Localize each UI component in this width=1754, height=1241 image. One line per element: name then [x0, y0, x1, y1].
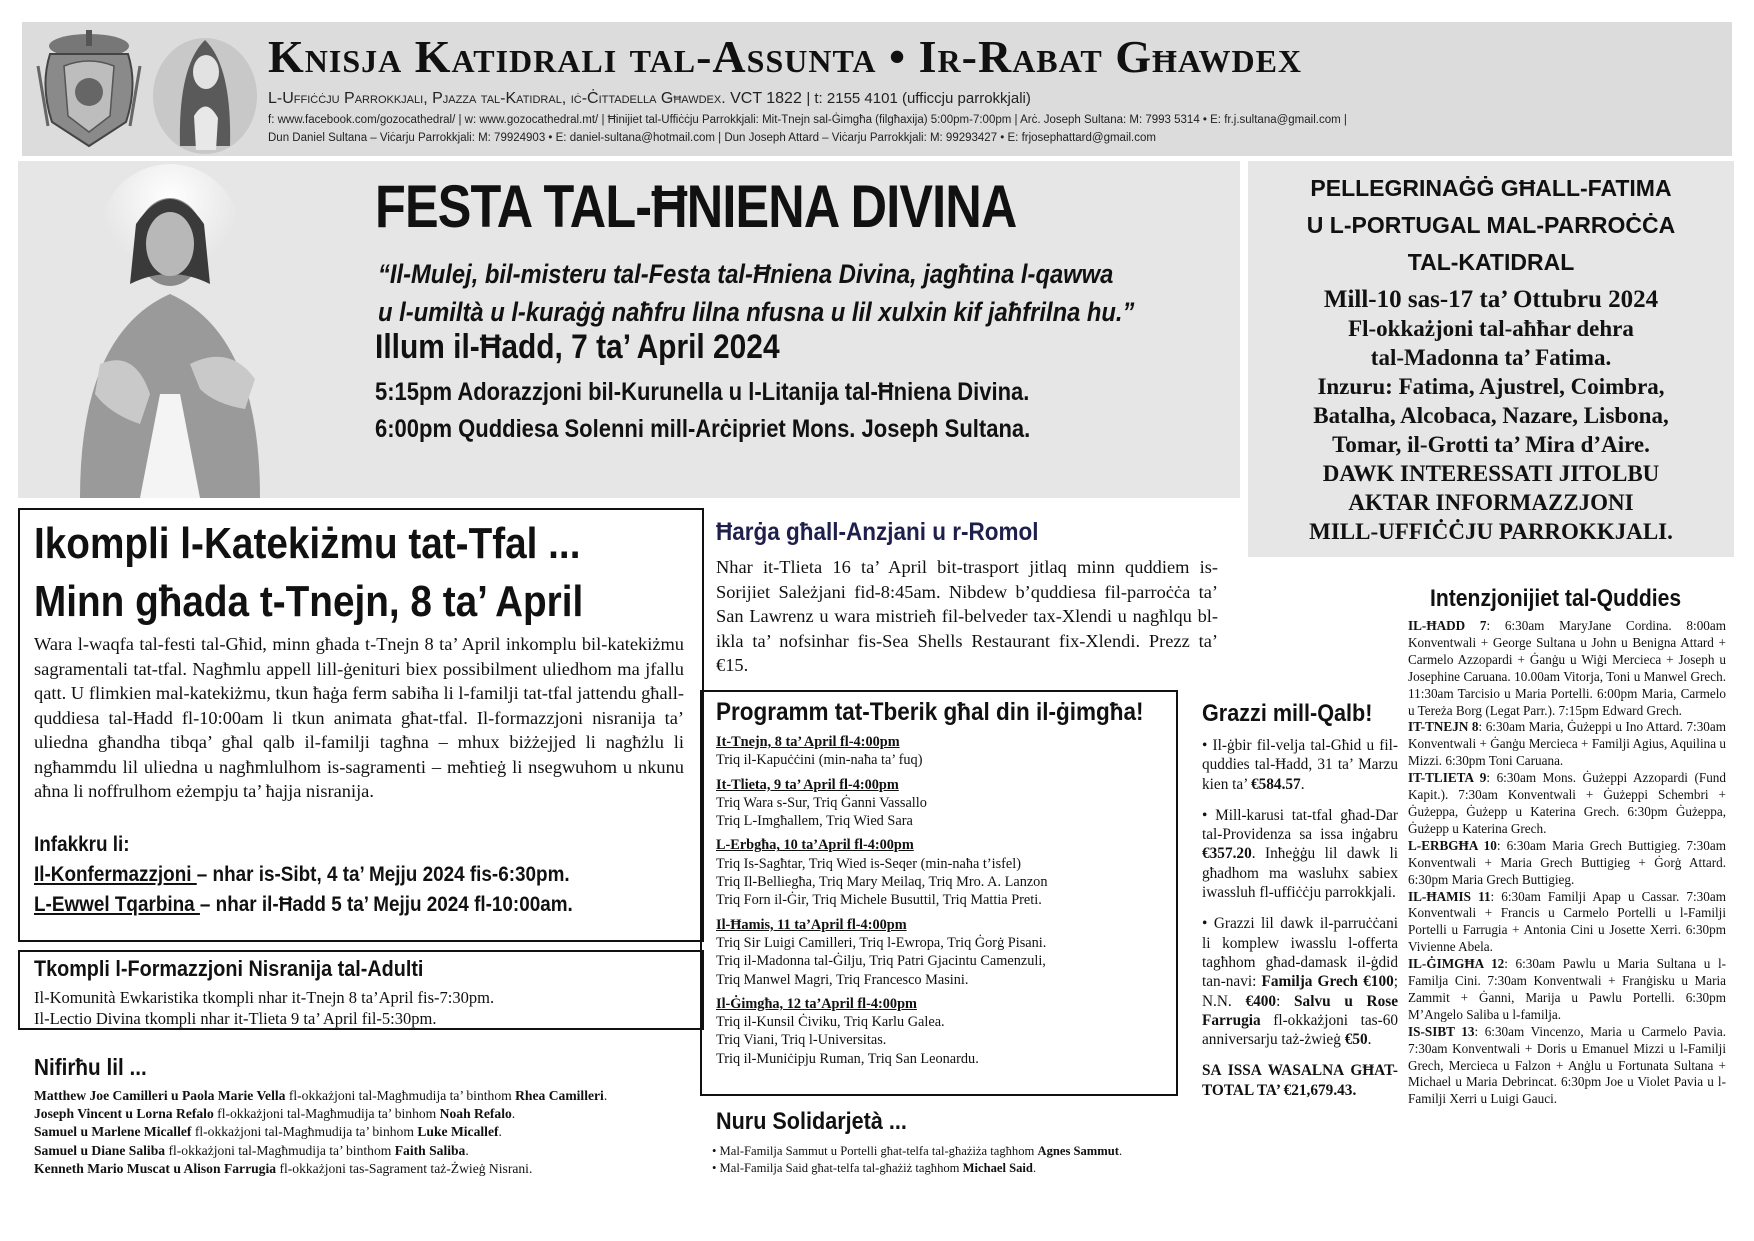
first-communion-reminder — [34, 893, 573, 917]
item-end: . — [498, 1124, 502, 1140]
child-name: Luke Micallef — [417, 1124, 499, 1140]
list-item — [34, 1105, 704, 1123]
occasion-text: fl-okkażjoni tas-Sagrament taż-Żwieġ Nisrani. — [276, 1160, 533, 1176]
intention-day — [1408, 770, 1726, 838]
day-label: IT-TLIETA 9 — [1408, 770, 1487, 786]
programme-streets: Triq Is-Sagħtar, Triq Wied is-Seqer (min-naħa t’isfel) — [716, 855, 1022, 872]
pilgrimage-title-line: PELLEGRINAĠĠ GĦALL-FATIMA — [1310, 175, 1672, 201]
day-label: IL-ĦADD 7 — [1408, 618, 1487, 633]
festa-quote-line-2: u l-umiltà u l-kuraġġ naħfru lilna nfusna u lil xulxin kif jaħfrilna hu.” — [378, 297, 1135, 327]
condolence-text: • Mal-Familja Said għat-telfa tal-għażiż tagħhom — [712, 1160, 963, 1175]
intention-day — [1408, 838, 1726, 889]
thanks-damask — [1202, 914, 1398, 1049]
pilgrimage-line: DAWK INTERESSATI JITOLBU — [1322, 461, 1660, 486]
condolences-list — [712, 1143, 1170, 1176]
list-item — [34, 1087, 704, 1105]
programme-streets: Triq Manwel Magri, Triq Francesco Masini. — [716, 971, 969, 988]
day-label: IT-TNEJN 8 — [1408, 719, 1479, 735]
programme-day-block — [716, 916, 1176, 989]
programme-streets: Triq L-Imgħallem, Triq Wied Sara — [716, 813, 913, 830]
programme-day: Il-Ħamis, 11 ta’April fl-4:00pm — [716, 916, 907, 933]
madonna-image — [150, 26, 260, 154]
day-intentions: : 6:30am Pawlu u Maria Sultana u l-Familja Cini. 7:30am Konventwali + Franġisku u Maria Zammit + Ġanni, Marija u Pawlu Portelli. 6:30pm M’Angelo Saliba u l-familja. — [1408, 956, 1726, 1022]
programme-day: Il-Ġimgħa, 12 ta’April fl-4:00pm — [716, 995, 917, 1012]
parents-names: Kenneth Mario Muscat u Alison Farrugia — [34, 1160, 277, 1176]
parish-office-address — [268, 90, 1031, 108]
adult-formation-heading: Tkompli l-Formazzjoni Nisranija tal-Adulti — [34, 956, 424, 981]
adult-formation-line: Il-Lectio Divina tkompli nhar it-Tlieta 9 ta’ April fil-5:30pm. — [34, 1009, 437, 1028]
pilgrimage-line: Inzuru: Fatima, Ajustrel, Coimbra, — [1317, 374, 1665, 399]
text: . — [1300, 775, 1305, 793]
address-text: L-Uffiċċju Parrokkjali, Pjazza tal-Katidral, iċ-Ċittadella Għawdex. VCT 1822 — [268, 90, 802, 107]
adult-formation-line: Il-Komunità Ewkaristika tkompli nhar it-Tnejn 8 ta’April fis-7:30pm. — [34, 988, 495, 1007]
congratulations-list — [34, 1087, 704, 1178]
day-label: IL-ĦAMIS 11 — [1408, 888, 1491, 904]
thanks-heading: Grazzi mill-Qalb! — [1202, 700, 1373, 727]
festa-quote — [378, 255, 1205, 331]
text: • Il-ġbir fil-velja tal-Għid u fil-quddies tal-Ħadd, 31 ta’ Marzu kien ta’ — [1202, 737, 1398, 793]
contact-line-1: f: www.facebook.com/gozocathedral/ | w: www.gozocathedral.mt/ | Ħinijiet tal-Uffiċċju Parrokkjali: Mit-Tnejn sal-Ġimgħa (filgħaxija) 5:00pm-7:00pm | Arċ. Joseph Sultana: M: 7993 5314 • E: fr.j.sultana@gmail.com | — [268, 114, 1347, 126]
adult-formation-body — [34, 987, 494, 1029]
confirmation-reminder — [34, 863, 570, 887]
text: fl-okkażjoni tas-60 anniversarju taż-żwieġ — [1202, 1011, 1398, 1049]
katekizmu-heading — [34, 515, 583, 631]
day-label: IL-ĠIMGĦA 12 — [1408, 956, 1505, 972]
programme-day-block — [716, 995, 1176, 1068]
blessing-programme-heading: Programm tat-Tberik għal din il-ġimgħa! — [716, 698, 1144, 726]
text: . Inħeġġu lil dawk li għadhom ma wasluhx sabiex iwassluh fl-uffiċċju parrokkjali. — [1202, 845, 1398, 902]
cathedral-title: Knisja Katidrali tal-Assunta • Ir-Rabat Għawdex — [268, 31, 1303, 82]
day-intentions: : 6:30am Mons. Ġużeppi Azzopardi (Fund Kapit.). 7:30am Konventwali + Ġużeppi Schembri + Ġużeppa, Ġużepp u Katerina Grech. 6:30pm Ġużeppa, Ġużepp u Katerina Grech. — [1408, 770, 1726, 836]
pilgrimage-title-line: U L-PORTUGAL MAL-PARROĊĊA — [1306, 212, 1676, 238]
thanks-body — [1202, 736, 1398, 1100]
list-item — [34, 1123, 704, 1141]
programme-day-block — [716, 776, 1176, 831]
mass-intentions-list — [1408, 618, 1726, 1108]
elderly-outing-heading: Ħarġa għall-Anzjani u r-Romol — [716, 518, 1039, 546]
elderly-outing-body: Nhar it-Tlieta 16 ta’ April bit-trasport jitlaq minn quddiem is-Sorijiet Sależjani fid-8:45am. Nibdew b’quddiesa fil-parroċċa ta’ San Lawrenz u wara mistrieħ fil-belveder tax-Xlendi u nagħlqu bl-ikla ta’ nofsinhar fis-Sea Shells Restaurant fix-Xlendi. Prezz ta’ €15. — [716, 557, 1218, 675]
day-intentions: : 6:30am Maria Grech Buttigieg. 7:30am Konventwali + Maria Grech Buttigieg + Ġorġ Attard. 6:30pm Maria Grech Buttigieg. — [1408, 837, 1726, 887]
programme-streets: Triq il-Kunsil Ċiviku, Triq Karlu Galea. — [716, 1014, 945, 1031]
congratulations-heading: Nifirħu lil ... — [34, 1054, 147, 1080]
text: . — [1367, 1031, 1372, 1049]
damask-total: SA ISSA WASALNA GĦAT-TOTAL TA’ €21,679.43. — [1202, 1062, 1398, 1099]
child-name: Noah Refalo — [439, 1106, 512, 1122]
pilgrimage-line: AKTAR INFORMAZZJONI — [1348, 490, 1634, 515]
katekizmu-body: Wara l-waqfa tal-festi tal-Għid, minn għada t-Tnejn 8 ta’ April inkomplu bil-katekiżmu sagramentali tat-tfal. Nagħmlu appell lill-ġenituri biex possibilment uliedhom ma jfallu qatt. U flimkien mal-katekiżmu, tkun ħaġa ferm sabiħa li l-familji tat-tfal jattendu għall-quddiesa tal-Ħadd fl-10:00am li tkun animata għat-tfal. Il-formazzjoni nisranija ta’ uliedna għandha tibqa’ għal qalb il-familji tagħna – mhux biżżejjed li nagħżlu li ngħammdu lil uliedna u nagħmlulhom is-sagramenti – meħtieġ li nsegwuhom u nkunu aħna li noffrulhom eżempju ta’ ħajja nisranija. — [34, 634, 684, 801]
programme-streets: Triq Forn il-Ġir, Triq Michele Busuttil, Triq Mattia Preti. — [716, 892, 1042, 909]
parents-names: Samuel u Diane Saliba — [34, 1142, 166, 1158]
office-phone: | t: 2155 4101 (ufficcju parrokkjali) — [806, 90, 1031, 107]
amount: €50 — [1344, 1031, 1368, 1049]
pilgrimage-title-line: TAL-KATIDRAL — [1407, 249, 1575, 275]
deceased-name: Agnes Sammut — [1037, 1144, 1119, 1158]
festa-title: FESTA TAL-ĦNIENA DIVINA — [375, 173, 1017, 240]
pilgrimage-line: Tomar, il-Grotti ta’ Mira d’Aire. — [1332, 432, 1650, 457]
katekizmu-reminder-label: Infakkru li: — [34, 833, 130, 856]
programme-streets: Triq Viani, Triq l-Universitas. — [716, 1032, 887, 1049]
festa-date: Illum il-Ħadd, 7 ta’ April 2024 — [375, 328, 780, 366]
condolence-text: • Mal-Familja Sammut u Portelli għat-telfa tal-għażiża tagħhom — [712, 1144, 1038, 1158]
item-end: . — [1118, 1144, 1123, 1158]
day-label: L-ERBGĦA 10 — [1408, 837, 1497, 853]
pilgrimage-details — [1248, 285, 1734, 546]
day-intentions: : 6:30am Familji Apap u Cassar. 7:30am Konventwali + Francis u Carmelo Portelli u l-Familji Portelli u Farrugia + Antonia Cini u Josette Xerri. 6:30pm Vivienne Abela. — [1408, 888, 1726, 955]
katekizmu-heading-line-2: Minn għada t-Tnejn, 8 ta’ April — [34, 577, 584, 626]
katekizmu-heading-line-1: Ikompli l-Katekiżmu tat-Tfal ... — [34, 519, 581, 568]
amount: €584.57 — [1250, 775, 1301, 793]
parents-names: Joseph Vincent u Lorna Refalo — [34, 1106, 214, 1122]
condolences-heading: Nuru Solidarjetà ... — [716, 1108, 907, 1135]
programme-streets: Triq il-Madonna tal-Ġilju, Triq Patri Gjacintu Camenzuli, — [716, 953, 1046, 970]
confirmation-label: Il-Konfermazzjoni — [34, 863, 197, 886]
child-name: Faith Saliba — [394, 1142, 466, 1158]
thanks-providenza — [1202, 806, 1398, 902]
festa-mass-time: 6:00pm Quddiesa Solenni mill-Arċipriet Mons. Joseph Sultana. — [375, 415, 1031, 443]
festa-adoration-time: 5:15pm Adorazzjoni bil-Kurunella u l-Litanija tal-Ħniena Divina. — [375, 378, 1030, 406]
pilgrimage-line: Fl-okkażjoni tal-aħħar dehra — [1348, 316, 1634, 341]
divine-mercy-image — [40, 164, 300, 498]
intention-day — [1408, 719, 1726, 770]
text: • Grazzi lil dawk il-parruċċani li komplew iwasslu l-offerta tagħhom għad-damask il-ġdid tan-navi: — [1202, 915, 1398, 991]
occasion-text: fl-okkażjoni tal-Magħmudija ta’ binhom — [191, 1124, 418, 1140]
day-intentions: : 6:30am Vincenzo, Maria u Carmelo Pavia. 7:30am Konventwali + Doris u Emanuel Mizzi u l-Familji Grech, Mercieca u Falzon + Anġlu u Fortunata Sultana + Michael u Maria Debrincat. 6:30pm Joe u Violet Pavia u l-Familji Xerri u Luigi Gauci. — [1408, 1023, 1726, 1107]
parents-names: Samuel u Marlene Micallef — [34, 1124, 192, 1140]
first-communion-date: – nhar il-Ħadd 5 ta’ Mejju 2024 fl-10:00am. — [199, 893, 573, 916]
deceased-name: Michael Said — [962, 1160, 1033, 1175]
mass-intentions-heading: Intenzjonijiet tal-Quddies — [1430, 585, 1682, 612]
programme-day: It-Tlieta, 9 ta’ April fl-4:00pm — [716, 776, 899, 793]
programme-day: L-Erbgħa, 10 ta’April fl-4:00pm — [716, 837, 914, 854]
programme-streets: Triq Il-Belliegħa, Triq Mary Meilaq, Triq Mro. A. Lanzon — [716, 874, 1048, 891]
intention-day — [1408, 1024, 1726, 1109]
text: • Mill-karusi tat-tfal għad-Dar tal-Providenza sa issa inġabru — [1202, 806, 1398, 844]
programme-day-block — [716, 836, 1176, 909]
donor: Familja Grech €100 — [1261, 973, 1394, 991]
intention-day — [1408, 956, 1726, 1024]
cathedral-crest-icon — [30, 26, 148, 152]
programme-streets: Triq il-Kapuċċini (min-naħa ta’ fuq) — [716, 752, 923, 769]
pilgrimage-line: MILL-UFFIĊĊJU PARROKKJALI. — [1309, 519, 1673, 544]
child-name: Rhea Camilleri — [515, 1088, 604, 1103]
amount: €400 — [1245, 992, 1277, 1010]
blessing-programme-list — [716, 733, 1176, 1074]
occasion-text: fl-okkażjoni tal-Magħmudija ta’ binthom — [285, 1088, 516, 1103]
day-intentions: : 6:30am MaryJane Cordina. 8:00am Konventwali + George Sultana u John u Benigna Attard + Carmelo Azzopardi + Ġanġu u Wiġi Mercieca + Joseph u Josephine Caruana. 10.00am Vitorja, Toni u Manwel Grech. 11:30am Tarcisio u Maria Portelli. 6:00pm Maria, Carmelo u Tereża Borg (Legat Parr.). 7:15pm Edward Grech. — [1408, 618, 1726, 718]
pilgrimage-line: tal-Madonna ta’ Fatima. — [1370, 345, 1612, 370]
item-end: . — [1032, 1160, 1037, 1175]
occasion-text: fl-okkażjoni tal-Magħmudija ta’ binhom — [213, 1106, 440, 1122]
contact-line-2: Dun Daniel Sultana – Viċarju Parrokkjali: M: 79924903 • E: daniel-sultana@hotmail.com | Dun Joseph Attard – Viċarju Parrokkjali: M: 99293427 • E: frjosephattard@gmail.com — [268, 132, 1156, 144]
intention-day — [1408, 618, 1726, 719]
festa-quote-line-1: “Il-Mulej, bil-misteru tal-Festa tal-Ħniena Divina, jagħtina l-qawwa — [378, 259, 1114, 289]
thanks-collection — [1202, 736, 1398, 794]
intention-day — [1408, 889, 1726, 957]
item-end: . — [603, 1088, 608, 1103]
text: ; N.N. — [1202, 973, 1398, 1010]
list-item — [34, 1160, 704, 1178]
confirmation-date: – nhar is-Sibt, 4 ta’ Mejju 2024 fis-6:30pm. — [196, 863, 570, 886]
pilgrimage-dates: Mill-10 sas-17 ta’ Ottubru 2024 — [1323, 286, 1659, 313]
programme-day: It-Tnejn, 8 ta’ April fl-4:00pm — [716, 734, 900, 750]
list-item — [34, 1142, 704, 1160]
list-item — [712, 1160, 1170, 1177]
programme-streets: Triq il-Muniċipju Ruman, Triq San Leonardu. — [716, 1050, 979, 1067]
text: : — [1276, 992, 1295, 1010]
day-intentions: : 6:30am Maria, Ġużeppi u Ino Attard. 7:30am Konventwali + Ġanġu Mercieca + Familji Agius, Aquilina u Mizzi. 6:30pm Toni Caruana. — [1408, 719, 1726, 769]
parents-names: Matthew Joe Camilleri u Paola Marie Vella — [34, 1088, 286, 1103]
pilgrimage-line: Batalha, Alcobaca, Nazare, Lisbona, — [1313, 403, 1669, 428]
amount: €357.20 — [1202, 845, 1252, 863]
donor: Salvu u Rose Farrugia — [1202, 992, 1398, 1029]
occasion-text: fl-okkażjoni tal-Magħmudija ta’ binthom — [165, 1142, 395, 1158]
programme-day-block — [716, 733, 1176, 770]
programme-streets: Triq Sir Luigi Camilleri, Triq l-Ewropa, Triq Ġorġ Pisani. — [716, 934, 1047, 951]
item-end: . — [465, 1142, 469, 1158]
first-communion-label: L-Ewwel Tqarbina — [34, 893, 200, 916]
item-end: . — [511, 1106, 516, 1122]
pilgrimage-title — [1248, 170, 1734, 281]
day-label: IS-SIBT 13 — [1408, 1023, 1475, 1039]
programme-streets: Triq Wara s-Sur, Triq Ġanni Vassallo — [716, 794, 927, 811]
list-item — [712, 1143, 1170, 1160]
